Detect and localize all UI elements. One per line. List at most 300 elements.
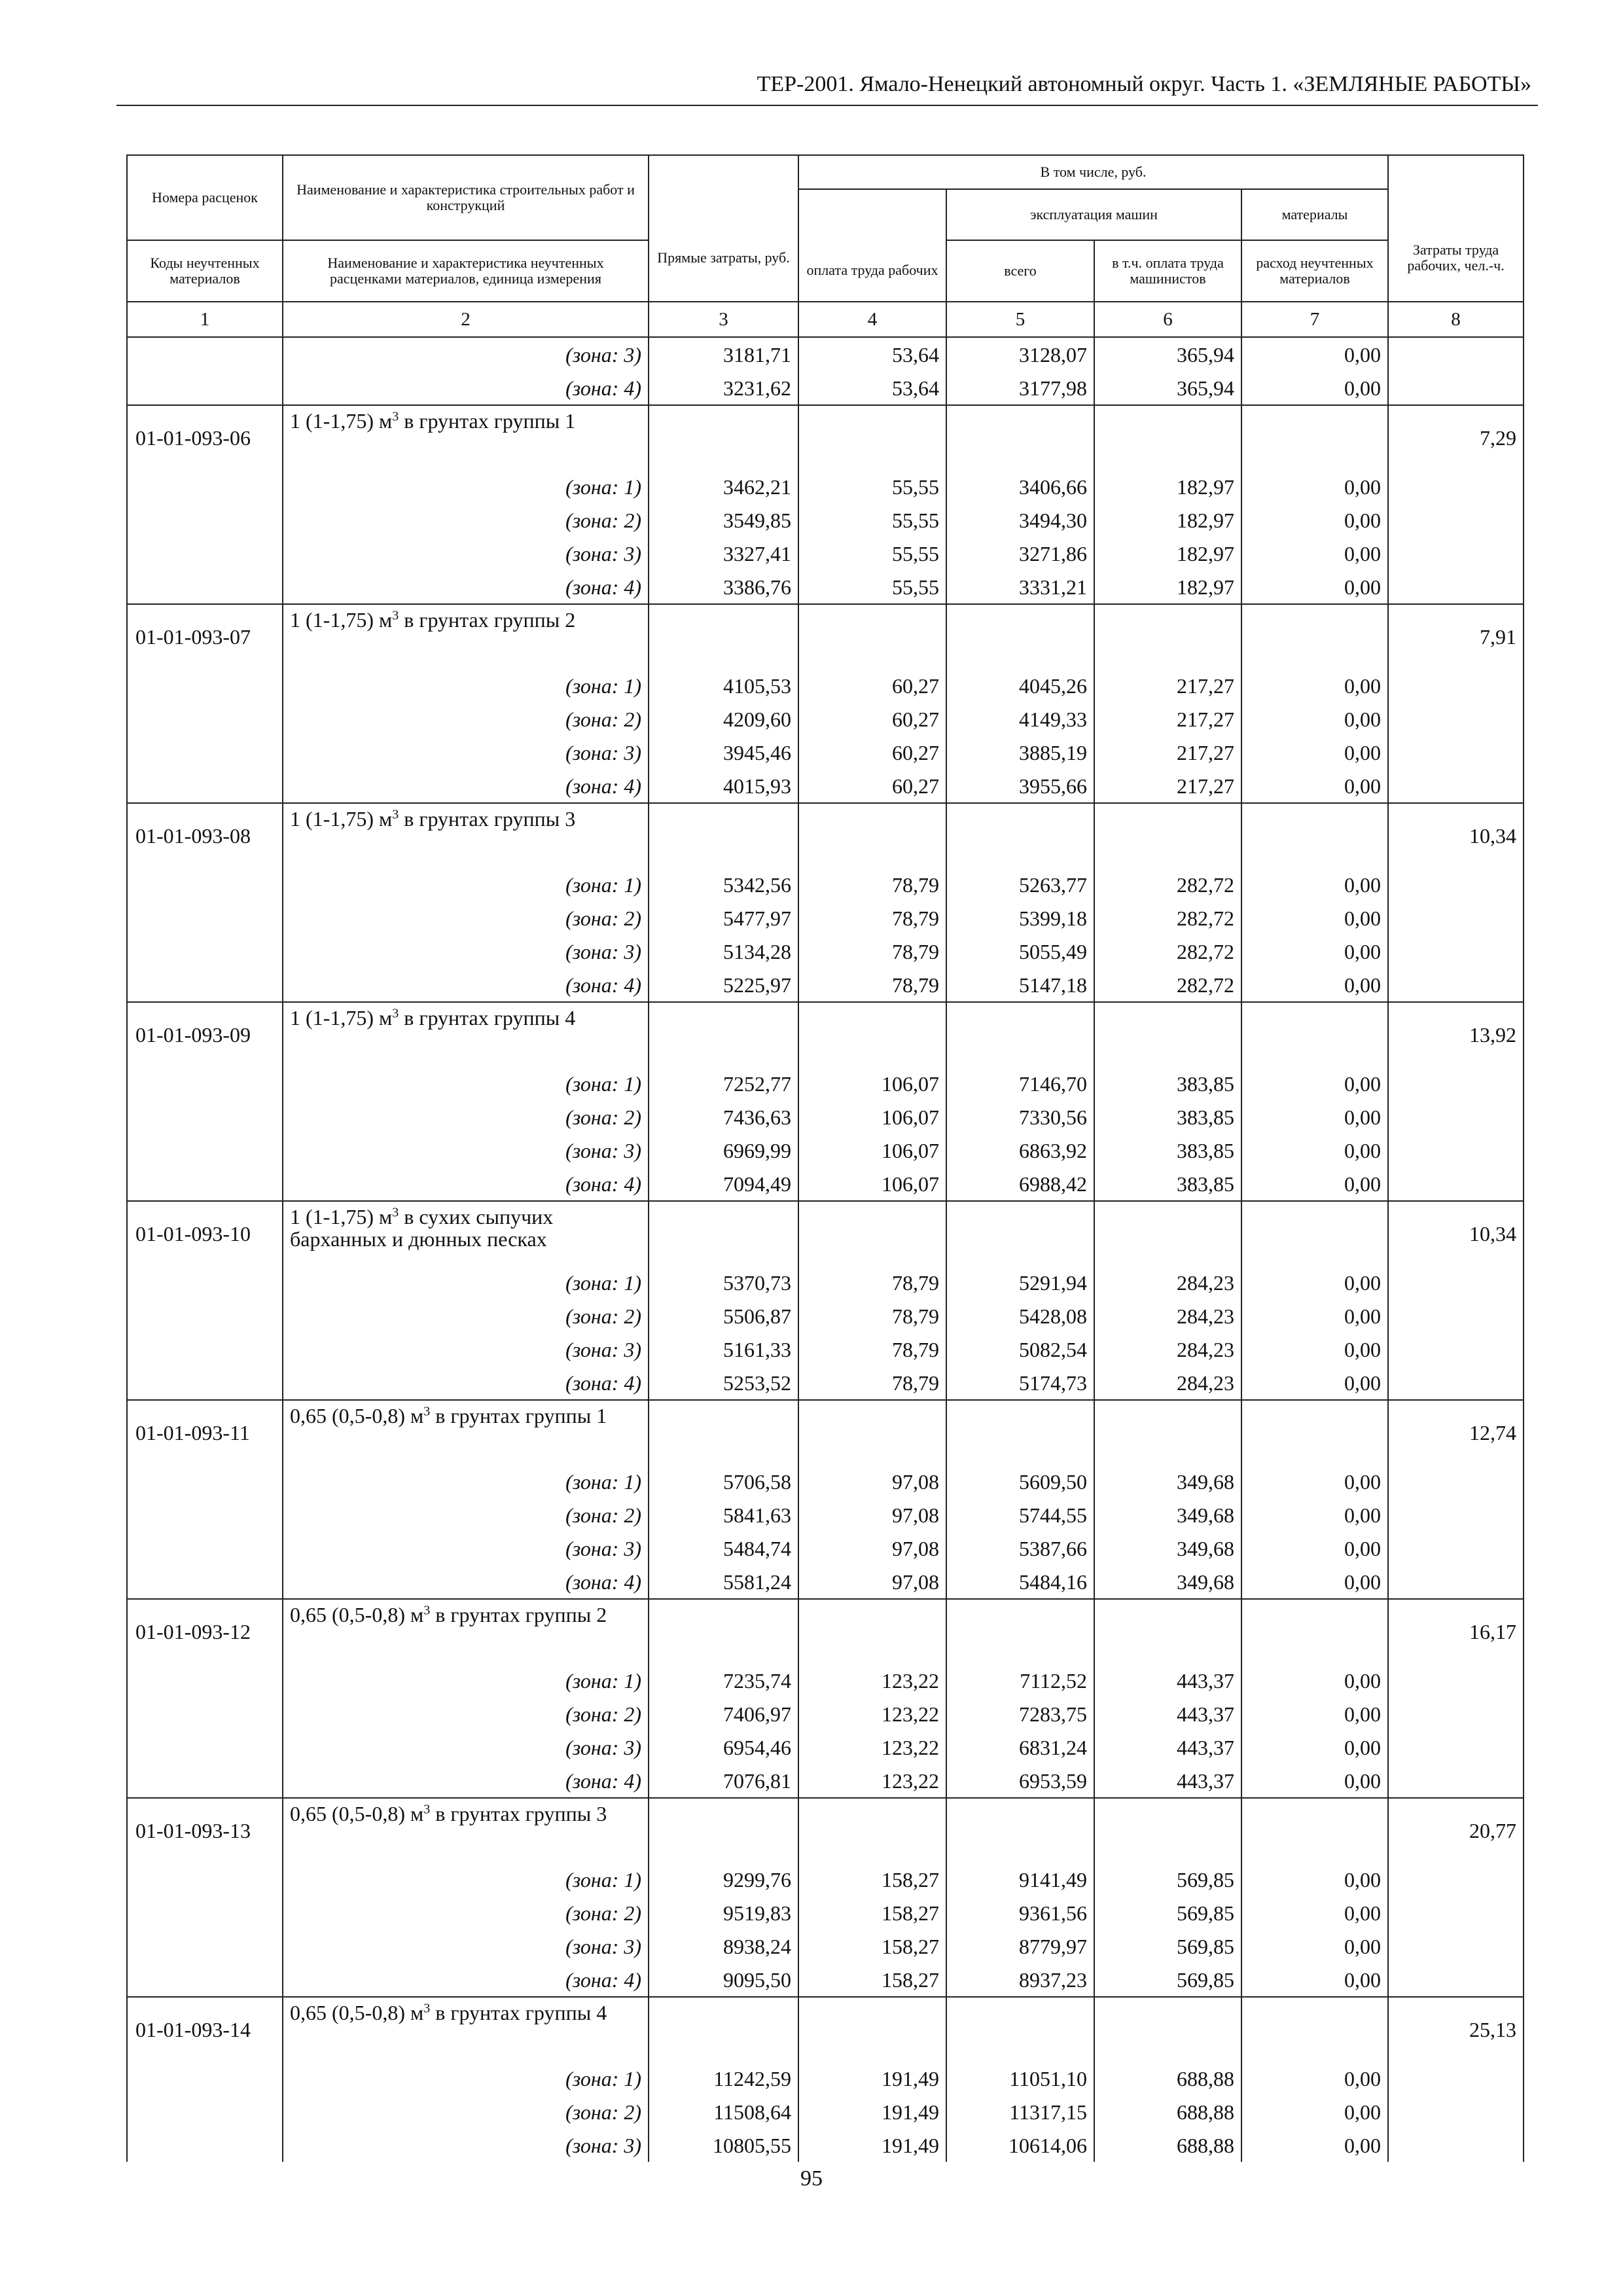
materials-value: 0,00 bbox=[1241, 935, 1388, 968]
empty-cell bbox=[649, 1400, 798, 1465]
direct-costs-value: 8938,24 bbox=[649, 1929, 798, 1963]
materials-value: 0,00 bbox=[1241, 1266, 1388, 1299]
zone-label: (зона: 3) bbox=[283, 537, 649, 570]
worker-pay-value: 60,27 bbox=[798, 736, 946, 769]
direct-costs-value: 4209,60 bbox=[649, 702, 798, 736]
rate-description bbox=[283, 1201, 649, 1266]
direct-costs-value: 10805,55 bbox=[649, 2128, 798, 2162]
th-machine-operation: эксплуатация машин bbox=[946, 189, 1241, 240]
column-number: 4 bbox=[798, 302, 946, 337]
th-unaccounted-materials: расход неучтенных материалов bbox=[1241, 240, 1388, 302]
code-cell-empty bbox=[127, 470, 283, 503]
labor-cell-empty bbox=[1388, 1333, 1524, 1366]
empty-cell bbox=[649, 1201, 798, 1266]
zone-label: (зона: 1) bbox=[283, 1863, 649, 1896]
operator-pay-value: 688,88 bbox=[1094, 2062, 1241, 2095]
code-cell-empty bbox=[127, 736, 283, 769]
machines-total-value: 5387,66 bbox=[946, 1532, 1094, 1565]
direct-costs-value: 5484,74 bbox=[649, 1532, 798, 1565]
direct-costs-value: 5370,73 bbox=[649, 1266, 798, 1299]
labor-cell-empty bbox=[1388, 503, 1524, 537]
description-text-rest: в грунтах группы 1 bbox=[399, 409, 576, 433]
zone-row bbox=[127, 901, 1524, 935]
description-text: 0,65 (0,5-0,8) м bbox=[290, 1603, 424, 1626]
materials-value: 0,00 bbox=[1241, 1664, 1388, 1697]
rate-description bbox=[283, 1798, 649, 1863]
empty-cell bbox=[798, 1400, 946, 1465]
code-cell-empty bbox=[127, 537, 283, 570]
running-header: ТЕР-2001. Ямало-Ненецкий автономный округ. Часть 1. «ЗЕМЛЯНЫЕ РАБОТЫ» bbox=[757, 72, 1531, 96]
zone-row bbox=[127, 470, 1524, 503]
direct-costs-value: 5477,97 bbox=[649, 901, 798, 935]
operator-pay-value: 217,27 bbox=[1094, 669, 1241, 702]
materials-value: 0,00 bbox=[1241, 769, 1388, 803]
rate-code: 01-01-093-10 bbox=[127, 1201, 283, 1266]
worker-pay-value: 78,79 bbox=[798, 1299, 946, 1333]
materials-value: 0,00 bbox=[1241, 1167, 1388, 1201]
operator-pay-value: 349,68 bbox=[1094, 1565, 1241, 1599]
description-text-rest: в грунтах группы 2 bbox=[430, 1603, 607, 1626]
empty-cell bbox=[798, 604, 946, 669]
operator-pay-value: 282,72 bbox=[1094, 868, 1241, 901]
rate-code: 01-01-093-13 bbox=[127, 1798, 283, 1863]
zone-row bbox=[127, 1266, 1524, 1299]
zone-row bbox=[127, 1299, 1524, 1333]
zone-label: (зона: 3) bbox=[283, 337, 649, 371]
direct-costs-value: 3327,41 bbox=[649, 537, 798, 570]
labor-cell-empty bbox=[1388, 1167, 1524, 1201]
worker-pay-value: 106,07 bbox=[798, 1134, 946, 1167]
description-text: 0,65 (0,5-0,8) м bbox=[290, 1404, 424, 1427]
operator-pay-value: 282,72 bbox=[1094, 935, 1241, 968]
code-cell-empty bbox=[127, 1929, 283, 1963]
cubic-superscript: 3 bbox=[423, 2001, 431, 2016]
operator-pay-value: 182,97 bbox=[1094, 470, 1241, 503]
operator-pay-value: 182,97 bbox=[1094, 503, 1241, 537]
zone-row bbox=[127, 1498, 1524, 1532]
empty-cell bbox=[798, 1002, 946, 1067]
machines-total-value: 3955,66 bbox=[946, 769, 1094, 803]
code-cell-empty bbox=[127, 1266, 283, 1299]
zone-row bbox=[127, 935, 1524, 968]
operator-pay-value: 182,97 bbox=[1094, 537, 1241, 570]
machines-total-value: 3494,30 bbox=[946, 503, 1094, 537]
code-cell-empty bbox=[127, 1134, 283, 1167]
worker-pay-value: 78,79 bbox=[798, 1266, 946, 1299]
zone-label: (зона: 3) bbox=[283, 1134, 649, 1167]
zone-row bbox=[127, 1963, 1524, 1997]
materials-value: 0,00 bbox=[1241, 901, 1388, 935]
materials-value: 0,00 bbox=[1241, 1896, 1388, 1929]
zone-label: (зона: 1) bbox=[283, 1067, 649, 1100]
code-cell-empty bbox=[127, 868, 283, 901]
machines-total-value: 11051,10 bbox=[946, 2062, 1094, 2095]
worker-pay-value: 191,49 bbox=[798, 2095, 946, 2128]
code-cell-empty bbox=[127, 337, 283, 371]
page-number: 95 bbox=[800, 2166, 823, 2191]
zone-row bbox=[127, 1167, 1524, 1201]
direct-costs-value: 4015,93 bbox=[649, 769, 798, 803]
column-number: 5 bbox=[946, 302, 1094, 337]
materials-value: 0,00 bbox=[1241, 1532, 1388, 1565]
labor-cell-empty bbox=[1388, 1764, 1524, 1798]
code-cell-empty bbox=[127, 669, 283, 702]
direct-costs-value: 6969,99 bbox=[649, 1134, 798, 1167]
empty-cell bbox=[946, 405, 1094, 470]
operator-pay-value: 284,23 bbox=[1094, 1333, 1241, 1366]
empty-cell bbox=[1241, 1798, 1388, 1863]
labor-cell-empty bbox=[1388, 1664, 1524, 1697]
zone-row bbox=[127, 1465, 1524, 1498]
materials-value: 0,00 bbox=[1241, 570, 1388, 604]
worker-pay-value: 123,22 bbox=[798, 1764, 946, 1798]
zone-label: (зона: 1) bbox=[283, 1465, 649, 1498]
worker-pay-value: 97,08 bbox=[798, 1465, 946, 1498]
description-text: 1 (1-1,75) м bbox=[290, 409, 393, 433]
machines-total-value: 11317,15 bbox=[946, 2095, 1094, 2128]
operator-pay-value: 443,37 bbox=[1094, 1731, 1241, 1764]
zone-row bbox=[127, 1532, 1524, 1565]
zone-row bbox=[127, 371, 1524, 405]
worker-pay-value: 60,27 bbox=[798, 702, 946, 736]
worker-pay-value: 123,22 bbox=[798, 1731, 946, 1764]
machines-total-value: 6863,92 bbox=[946, 1134, 1094, 1167]
worker-pay-value: 55,55 bbox=[798, 570, 946, 604]
column-number: 7 bbox=[1241, 302, 1388, 337]
zone-row bbox=[127, 769, 1524, 803]
worker-pay-value: 106,07 bbox=[798, 1167, 946, 1201]
machines-total-value: 4149,33 bbox=[946, 702, 1094, 736]
labor-value: 20,77 bbox=[1388, 1798, 1524, 1863]
empty-cell bbox=[798, 1201, 946, 1266]
zone-label: (зона: 4) bbox=[283, 1764, 649, 1798]
labor-cell-empty bbox=[1388, 570, 1524, 604]
code-cell-empty bbox=[127, 1764, 283, 1798]
worker-pay-value: 60,27 bbox=[798, 669, 946, 702]
machines-total-value: 7283,75 bbox=[946, 1697, 1094, 1731]
labor-cell-empty bbox=[1388, 2062, 1524, 2095]
labor-cell-empty bbox=[1388, 2128, 1524, 2162]
empty-cell bbox=[649, 1002, 798, 1067]
materials-value: 0,00 bbox=[1241, 2062, 1388, 2095]
direct-costs-value: 5134,28 bbox=[649, 935, 798, 968]
zone-row bbox=[127, 968, 1524, 1002]
direct-costs-value: 5161,33 bbox=[649, 1333, 798, 1366]
machines-total-value: 7146,70 bbox=[946, 1067, 1094, 1100]
rate-code: 01-01-093-11 bbox=[127, 1400, 283, 1465]
zone-row bbox=[127, 868, 1524, 901]
operator-pay-value: 688,88 bbox=[1094, 2095, 1241, 2128]
cubic-superscript: 3 bbox=[392, 409, 399, 424]
machines-total-value: 6953,59 bbox=[946, 1764, 1094, 1798]
zone-row bbox=[127, 736, 1524, 769]
zone-label: (зона: 2) bbox=[283, 1100, 649, 1134]
labor-value: 25,13 bbox=[1388, 1997, 1524, 2062]
machines-total-value: 3177,98 bbox=[946, 371, 1094, 405]
labor-cell-empty bbox=[1388, 1134, 1524, 1167]
empty-cell bbox=[946, 1599, 1094, 1664]
rate-description bbox=[283, 405, 649, 470]
materials-value: 0,00 bbox=[1241, 702, 1388, 736]
th-direct-costs-label: Прямые затраты, руб. bbox=[657, 249, 790, 266]
empty-cell bbox=[1094, 1798, 1241, 1863]
materials-value: 0,00 bbox=[1241, 1366, 1388, 1400]
labor-value: 12,74 bbox=[1388, 1400, 1524, 1465]
operator-pay-value: 443,37 bbox=[1094, 1697, 1241, 1731]
code-cell-empty bbox=[127, 371, 283, 405]
labor-cell-empty bbox=[1388, 1067, 1524, 1100]
empty-cell bbox=[1241, 1002, 1388, 1067]
zone-label: (зона: 3) bbox=[283, 935, 649, 968]
materials-value: 0,00 bbox=[1241, 868, 1388, 901]
description-text-rest: в сухих сыпучих барханных и дюнных песках bbox=[290, 1205, 554, 1251]
labor-cell-empty bbox=[1388, 1532, 1524, 1565]
zone-label: (зона: 4) bbox=[283, 1565, 649, 1599]
materials-value: 0,00 bbox=[1241, 337, 1388, 371]
column-number: 3 bbox=[649, 302, 798, 337]
column-number: 1 bbox=[127, 302, 283, 337]
empty-cell bbox=[649, 1599, 798, 1664]
th-labor bbox=[1388, 155, 1524, 302]
code-cell-empty bbox=[127, 1664, 283, 1697]
machines-total-value: 5263,77 bbox=[946, 868, 1094, 901]
worker-pay-value: 97,08 bbox=[798, 1565, 946, 1599]
zone-label: (зона: 1) bbox=[283, 1664, 649, 1697]
labor-cell-empty bbox=[1388, 702, 1524, 736]
column-number: 6 bbox=[1094, 302, 1241, 337]
materials-value: 0,00 bbox=[1241, 2095, 1388, 2128]
operator-pay-value: 383,85 bbox=[1094, 1134, 1241, 1167]
labor-cell-empty bbox=[1388, 1863, 1524, 1896]
zone-label: (зона: 2) bbox=[283, 1498, 649, 1532]
operator-pay-value: 383,85 bbox=[1094, 1167, 1241, 1201]
code-cell-empty bbox=[127, 1299, 283, 1333]
rate-title-row bbox=[127, 604, 1524, 669]
materials-value: 0,00 bbox=[1241, 1731, 1388, 1764]
operator-pay-value: 284,23 bbox=[1094, 1366, 1241, 1400]
empty-cell bbox=[946, 604, 1094, 669]
operator-pay-value: 569,85 bbox=[1094, 1863, 1241, 1896]
operator-pay-value: 383,85 bbox=[1094, 1100, 1241, 1134]
zone-row bbox=[127, 570, 1524, 604]
code-cell-empty bbox=[127, 1167, 283, 1201]
description-text: 0,65 (0,5-0,8) м bbox=[290, 1802, 424, 1825]
zone-label: (зона: 2) bbox=[283, 1697, 649, 1731]
zone-row bbox=[127, 1067, 1524, 1100]
materials-value: 0,00 bbox=[1241, 1863, 1388, 1896]
operator-pay-value: 182,97 bbox=[1094, 570, 1241, 604]
zone-label: (зона: 4) bbox=[283, 1366, 649, 1400]
direct-costs-value: 5841,63 bbox=[649, 1498, 798, 1532]
empty-cell bbox=[798, 803, 946, 868]
machines-total-value: 3331,21 bbox=[946, 570, 1094, 604]
operator-pay-value: 349,68 bbox=[1094, 1498, 1241, 1532]
column-numbers-row bbox=[127, 302, 1524, 337]
labor-cell-empty bbox=[1388, 1299, 1524, 1333]
zone-label: (зона: 3) bbox=[283, 2128, 649, 2162]
labor-cell-empty bbox=[1388, 470, 1524, 503]
direct-costs-value: 5253,52 bbox=[649, 1366, 798, 1400]
materials-value: 0,00 bbox=[1241, 669, 1388, 702]
worker-pay-value: 78,79 bbox=[798, 901, 946, 935]
worker-pay-value: 78,79 bbox=[798, 868, 946, 901]
description-text-rest: в грунтах группы 3 bbox=[399, 807, 576, 831]
materials-value: 0,00 bbox=[1241, 2128, 1388, 2162]
code-cell-empty bbox=[127, 503, 283, 537]
th-labor-label: Затраты труда рабочих, чел.-ч. bbox=[1407, 242, 1505, 274]
cubic-superscript: 3 bbox=[423, 1603, 431, 1618]
materials-value: 0,00 bbox=[1241, 968, 1388, 1002]
code-cell-empty bbox=[127, 1465, 283, 1498]
operator-pay-value: 217,27 bbox=[1094, 769, 1241, 803]
code-cell-empty bbox=[127, 702, 283, 736]
th-rate-numbers: Номера расценок bbox=[127, 155, 283, 240]
labor-cell-empty bbox=[1388, 1697, 1524, 1731]
machines-total-value: 5174,73 bbox=[946, 1366, 1094, 1400]
worker-pay-value: 53,64 bbox=[798, 371, 946, 405]
labor-cell-empty bbox=[1388, 1100, 1524, 1134]
code-cell-empty bbox=[127, 1963, 283, 1997]
cubic-superscript: 3 bbox=[392, 807, 399, 822]
zone-label: (зона: 4) bbox=[283, 1963, 649, 1997]
labor-cell-empty bbox=[1388, 935, 1524, 968]
rate-code: 01-01-093-07 bbox=[127, 604, 283, 669]
code-cell-empty bbox=[127, 570, 283, 604]
worker-pay-value: 191,49 bbox=[798, 2062, 946, 2095]
description-text-rest: в грунтах группы 2 bbox=[399, 608, 576, 632]
zone-label: (зона: 2) bbox=[283, 702, 649, 736]
labor-value: 10,34 bbox=[1388, 803, 1524, 868]
rate-description bbox=[283, 604, 649, 669]
materials-value: 0,00 bbox=[1241, 1963, 1388, 1997]
labor-cell-empty bbox=[1388, 868, 1524, 901]
worker-pay-value: 158,27 bbox=[798, 1963, 946, 1997]
code-cell-empty bbox=[127, 968, 283, 1002]
zone-row bbox=[127, 1333, 1524, 1366]
direct-costs-value: 3549,85 bbox=[649, 503, 798, 537]
direct-costs-value: 7235,74 bbox=[649, 1664, 798, 1697]
cubic-superscript: 3 bbox=[392, 1006, 399, 1021]
th-worker-pay-label: оплата труда рабочих bbox=[806, 262, 938, 278]
description-text: 1 (1-1,75) м bbox=[290, 608, 393, 632]
labor-cell-empty bbox=[1388, 901, 1524, 935]
materials-value: 0,00 bbox=[1241, 1100, 1388, 1134]
materials-value: 0,00 bbox=[1241, 1299, 1388, 1333]
zone-row bbox=[127, 1731, 1524, 1764]
operator-pay-value: 284,23 bbox=[1094, 1266, 1241, 1299]
empty-cell bbox=[1094, 1997, 1241, 2062]
empty-cell bbox=[798, 405, 946, 470]
cubic-superscript: 3 bbox=[423, 1802, 431, 1817]
empty-cell bbox=[649, 1997, 798, 2062]
th-worker-pay bbox=[798, 189, 946, 302]
direct-costs-value: 7436,63 bbox=[649, 1100, 798, 1134]
materials-value: 0,00 bbox=[1241, 1333, 1388, 1366]
empty-cell bbox=[1094, 405, 1241, 470]
materials-value: 0,00 bbox=[1241, 1929, 1388, 1963]
zone-label: (зона: 4) bbox=[283, 371, 649, 405]
direct-costs-value: 9519,83 bbox=[649, 1896, 798, 1929]
empty-cell bbox=[649, 1798, 798, 1863]
labor-cell-empty bbox=[1388, 337, 1524, 371]
empty-cell bbox=[946, 1002, 1094, 1067]
code-cell-empty bbox=[127, 1498, 283, 1532]
machines-total-value: 5609,50 bbox=[946, 1465, 1094, 1498]
empty-cell bbox=[946, 1201, 1094, 1266]
zone-label: (зона: 1) bbox=[283, 2062, 649, 2095]
description-text: 1 (1-1,75) м bbox=[290, 807, 393, 831]
empty-cell bbox=[798, 1997, 946, 2062]
description-text-rest: в грунтах группы 1 bbox=[430, 1404, 607, 1427]
machines-total-value: 8779,97 bbox=[946, 1929, 1094, 1963]
worker-pay-value: 78,79 bbox=[798, 935, 946, 968]
materials-value: 0,00 bbox=[1241, 537, 1388, 570]
th-work-name: Наименование и характеристика строительных работ и конструкций bbox=[283, 155, 649, 240]
rates-table bbox=[126, 154, 1524, 2162]
table-body bbox=[127, 337, 1524, 2162]
code-cell-empty bbox=[127, 935, 283, 968]
materials-value: 0,00 bbox=[1241, 1067, 1388, 1100]
labor-value: 7,29 bbox=[1388, 405, 1524, 470]
rate-description bbox=[283, 1997, 649, 2062]
description-text: 1 (1-1,75) м bbox=[290, 1205, 393, 1229]
direct-costs-value: 7406,97 bbox=[649, 1697, 798, 1731]
machines-total-value: 4045,26 bbox=[946, 669, 1094, 702]
th-unaccounted-name: Наименование и характеристика неучтенных расценками материалов, единица измерения bbox=[283, 240, 649, 302]
zone-row bbox=[127, 1697, 1524, 1731]
zone-label: (зона: 4) bbox=[283, 570, 649, 604]
code-cell-empty bbox=[127, 1565, 283, 1599]
description-text-rest: в грунтах группы 3 bbox=[430, 1802, 607, 1825]
empty-cell bbox=[1094, 803, 1241, 868]
operator-pay-value: 282,72 bbox=[1094, 901, 1241, 935]
zone-row bbox=[127, 1366, 1524, 1400]
labor-cell-empty bbox=[1388, 1731, 1524, 1764]
labor-cell-empty bbox=[1388, 1266, 1524, 1299]
zone-row bbox=[127, 1896, 1524, 1929]
materials-value: 0,00 bbox=[1241, 1565, 1388, 1599]
description-text: 0,65 (0,5-0,8) м bbox=[290, 2001, 424, 2024]
code-cell-empty bbox=[127, 901, 283, 935]
worker-pay-value: 123,22 bbox=[798, 1664, 946, 1697]
rate-code: 01-01-093-12 bbox=[127, 1599, 283, 1664]
operator-pay-value: 365,94 bbox=[1094, 371, 1241, 405]
worker-pay-value: 158,27 bbox=[798, 1929, 946, 1963]
empty-cell bbox=[946, 803, 1094, 868]
zone-label: (зона: 1) bbox=[283, 470, 649, 503]
zone-label: (зона: 2) bbox=[283, 1896, 649, 1929]
rate-code: 01-01-093-08 bbox=[127, 803, 283, 868]
empty-cell bbox=[1094, 1599, 1241, 1664]
empty-cell bbox=[1094, 1201, 1241, 1266]
labor-cell-empty bbox=[1388, 371, 1524, 405]
zone-label: (зона: 2) bbox=[283, 2095, 649, 2128]
rate-description bbox=[283, 1400, 649, 1465]
code-cell-empty bbox=[127, 1366, 283, 1400]
worker-pay-value: 123,22 bbox=[798, 1697, 946, 1731]
empty-cell bbox=[1094, 604, 1241, 669]
zone-row bbox=[127, 669, 1524, 702]
rate-description bbox=[283, 1002, 649, 1067]
rate-title-row bbox=[127, 405, 1524, 470]
column-number: 2 bbox=[283, 302, 649, 337]
machines-total-value: 3128,07 bbox=[946, 337, 1094, 371]
machines-total-value: 7112,52 bbox=[946, 1664, 1094, 1697]
table-header bbox=[127, 155, 1524, 337]
worker-pay-value: 78,79 bbox=[798, 1366, 946, 1400]
rate-title-row bbox=[127, 1599, 1524, 1664]
labor-cell-empty bbox=[1388, 669, 1524, 702]
